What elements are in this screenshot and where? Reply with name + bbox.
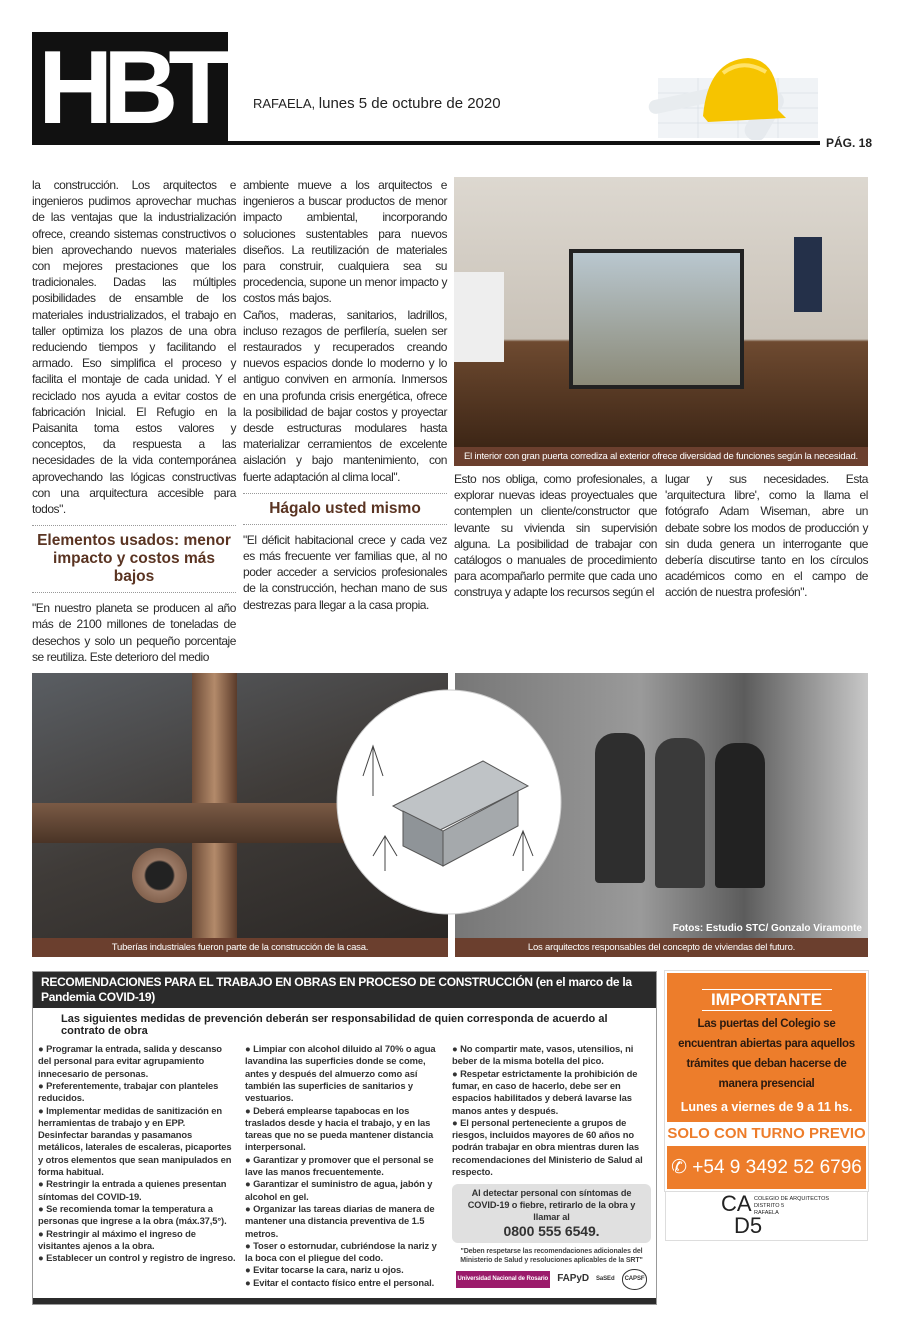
unr-logo: Universidad Nacional de Rosario — [456, 1271, 551, 1287]
notice-title: IMPORTANTE — [702, 989, 832, 1011]
person — [655, 738, 705, 888]
covid-item: ● Limpiar con alcohol diluido al 70% o agua lavandina las superficies donde se come, antes y después del almuerzo como así también las superficies de sanitarios y vestuarios. — [245, 1043, 436, 1104]
covid-item: ● Establecer un control y registro de ingreso. — [38, 1252, 236, 1264]
cad-text — [754, 1196, 829, 1217]
covid-item: ● No compartir mate, vasos, utensilios, ni beber de la misma botella del pico. — [452, 1043, 634, 1067]
covid-item: ● El personal perteneciente a grupos de riesgos, incluidos mayores de 60 años no podrán trabajar en obra mientras duren las recomendaciones del Ministerio de Salud al respecto. — [452, 1116, 643, 1178]
covid-item: ● Restringir la entrada a quienes presentan síntomas del COVID-19. — [38, 1178, 227, 1202]
phone-number: +54 9 3492 52 6796 — [692, 1157, 862, 1179]
covid-item: ● Organizar las tareas diarias de manera de mantener una distancia preventiva de 1.5 metros. — [245, 1202, 435, 1239]
article-right-columns — [454, 471, 868, 601]
covid-item: ● Evitar tocarse la cara, nariz u ojos. — [245, 1264, 404, 1276]
bottom-row — [32, 971, 868, 1305]
sponsor-logos — [452, 1269, 651, 1289]
notice-body: Las puertas del Colegio se encuentran abiertas para aquellos trámites que deban hacerse de manera presencial — [678, 1018, 855, 1091]
covid-item: ● Respetar estrictamente la prohibición de fumar, en caso de hacerlo, debe ser en espacios habilitados y deberá lavarse las manos antes y después. — [452, 1067, 638, 1116]
logo-d5: D5 — [734, 1213, 763, 1239]
sliding-door — [569, 249, 744, 389]
paragraph: "El déficit habitacional crece y cada vez es más frecuente ver familias que, al no poder acceder a servicios profesionales de la construcción, hechan mano de sus destrezas para llegar a la casa propia. — [243, 532, 447, 612]
hanging-blanket — [794, 237, 822, 312]
covid-recommendations-box — [32, 971, 657, 1305]
fridge — [454, 272, 504, 362]
covid-column-1 — [38, 1043, 237, 1290]
person — [715, 743, 765, 888]
side-column — [665, 971, 868, 1241]
covid-subtitle: Las siguientes medidas de prevención deberán ser responsabilidad de quien corresponda de acuerdo al contrato de obra — [61, 1013, 608, 1038]
covid-item: ● Evitar el contacto físico entre el personal. — [245, 1276, 435, 1288]
date: lunes 5 de octubre de 2020 — [318, 95, 501, 112]
notice-turno: SOLO CON TURNO PREVIO — [667, 1122, 866, 1146]
logo-ca: CA — [721, 1191, 752, 1217]
covid-item: ● Preferentemente, trabajar con planteles reducidos. — [38, 1079, 219, 1104]
covid-item: ● Garantizar el suministro de agua, jabón y alcohol en gel. — [245, 1178, 433, 1202]
capsf-logo: CAPSF — [622, 1269, 648, 1289]
cad5-logo — [665, 1191, 868, 1241]
covid-item: ● Programar la entrada, salida y descanso del personal para evitar agrupamiento innecesario de personas. — [38, 1043, 222, 1079]
paragraph: ambiente mueve a los arquitectos e ingenieros a buscar productos de menor impacto ambiental, incorporando soluciones sustentables para nuevos diseños. La reutilización de materiales para construir, cualquiera sea su procedencia, supone un menor impacto y costos más bajos. — [243, 178, 447, 306]
sased-logo: SaSEd — [596, 1276, 615, 1283]
notice-hours: Lunes a viernes de 9 a 11 hs. — [680, 1100, 853, 1115]
article-column-2 — [243, 177, 447, 613]
paragraph: lugar y sus necesidades. Esta 'arquitectura libre', como la llama el fotógrafo Adam Wiseman, abre un debate sobre los modos de producción y sin duda genera un interrogante que debería discutirse tanto en los círculos académicos como en el campo de acción de nuestra profesión". — [665, 472, 868, 600]
covid-columns — [33, 1037, 656, 1298]
page-number: PÁG. 18 — [826, 136, 873, 150]
fapyd-logo: FAPyD — [557, 1273, 589, 1285]
covid-column-2 — [245, 1043, 444, 1290]
subheading-hagalo: Hágalo usted mismo — [243, 493, 447, 525]
alert-text: Al detectar personal con síntomas de COVID-19 o fiebre, retirarlo de la obra y llamar al — [467, 1188, 636, 1223]
covid-item: ● Deberá emplearse tapabocas en los traslados desde y hacia el trabajo, y en las tareas que no se pueda mantener distancia interpersonal. — [245, 1104, 434, 1153]
covid-item: ● Implementar medidas de sanitización en herramientas de trabajo y en EPP. Desinfectar barandas y pasamanos metálicos, laterales de escaleras, picaportes y otros elementos que sean manipulados en forma habitual. — [38, 1104, 232, 1178]
house-illustration — [333, 686, 565, 918]
hard-hat-icon — [648, 38, 823, 140]
covid-item: ● Garantizar y promover que el personal se lave las manos frecuentemente. — [245, 1153, 434, 1178]
paragraph: la construcción. Los arquitectos e ingenieros pudimos aprovechar muchas de las ventajas que la industrialización ofrece, creando sistemas constructivos o bien aprovechando nuevos materiales con mejores prestaciones que los tradicionales. Dadas las múltiples posibilidades de ensamble de los materiales industrializados, el trabajo en taller optimiza los plazos de una obra reduciendo tiempos y facilitando el armado. Eso simplifica el proceso y facilita el montaje de cada unidad. Y el reciclado nos ayuda a evitar costos de fabricación Inicial. El Refugio en la Paisanita toma estos valores y conceptos, da respuesta a las necesidades de la vida contemporánea aprovechando las lógicas constructivas con una arquitectura accesible para todos". — [32, 178, 236, 517]
main-content — [32, 177, 868, 1325]
cad-name: COLEGIO DE ARQUITECTOS — [754, 1196, 830, 1203]
covid-item: ● Restringir al máximo el ingreso de visitantes ajenos a la obra. — [38, 1227, 196, 1251]
pipe-end — [132, 848, 187, 903]
paragraph: Caños, maderas, sanitarios, ladrillos, incluso rezagos de perfilería, suelen ser restaurados y recuperados creando nuevos espacios donde lo moderno y lo antiguo conviven en armonía. Inmersos en una profunda crisis energética, ofrece la posibilidad de bajar costos y proyectar desde estructuras modulares hasta materializar cerramientos de excelente aislación y bajo mantenimiento, con fuerte adaptación al clima local". — [243, 307, 447, 484]
article — [32, 177, 868, 665]
covid-alert — [452, 1184, 651, 1243]
subheading-elementos: Elementos usados: menor impacto y costos más bajos — [32, 525, 236, 593]
photo-caption: Tuberías industriales fueron parte de la construcción de la casa. — [32, 938, 448, 957]
footer-bar — [33, 1298, 656, 1304]
article-right — [454, 177, 868, 601]
covid-column-3 — [452, 1043, 651, 1290]
photo-row — [32, 673, 868, 957]
photo-caption: Los arquitectos responsables del concepto de viviendas del futuro. — [455, 938, 868, 957]
dateline — [253, 95, 501, 112]
article-column-1 — [32, 177, 236, 665]
covid-item: ● Se recomienda tomar la temperatura a personas que ingrese a la obra (máx.37,5°). — [38, 1202, 227, 1227]
photo-credit: Fotos: Estudio STC/ Gonzalo Viramonte — [672, 923, 862, 935]
cad-city: RAFAELA — [754, 1210, 779, 1217]
covid-title: RECOMENDACIONES PARA EL TRABAJO EN OBRAS EN PROCESO DE CONSTRUCCIÓN (en el marco de la Pandemia COVID-19) — [33, 972, 656, 1008]
notice-phone — [667, 1156, 866, 1179]
photo-caption: El interior con gran puerta corrediza al exterior ofrece diversidad de funciones según la necesidad. — [454, 447, 868, 466]
paragraph: Esto nos obliga, como profesionales, a explorar nuevas ideas proyectuales que contemplen un cliente/constructor que levante su vivienda sin supervisión alguna. La posibilidad de trabajar con catálogos o manuales de procedimiento para acompañarlo permite que cada uno construya y adapte los recursos según el — [454, 472, 657, 600]
interior-photo — [454, 177, 868, 447]
city: RAFAELA, — [253, 96, 316, 111]
covid-item: ● Toser o estornudar, cubriéndose la nariz y la boca con el pliegue del codo. — [245, 1239, 437, 1264]
cad-district: DISTRITO 5 — [754, 1203, 785, 1210]
whatsapp-icon: ✆ — [671, 1157, 688, 1179]
covid-note: "Deben respetarse las recomendaciones adicionales del Ministerio de Salud y resoluciones aplicables de la SRT" — [460, 1248, 643, 1265]
person — [595, 733, 645, 883]
covid-column-3-items — [452, 1043, 651, 1178]
hbt-logo: HBT — [32, 32, 228, 145]
important-notice — [665, 971, 868, 1191]
paragraph: "En nuestro planeta se producen al año más de 2100 millones de toneladas de desechos y solo un pequeño porcentaje se reutiliza. Este deterioro del medio — [32, 601, 236, 664]
alert-phone: 0800 555 6549. — [503, 1223, 600, 1240]
header-rule — [228, 141, 820, 145]
